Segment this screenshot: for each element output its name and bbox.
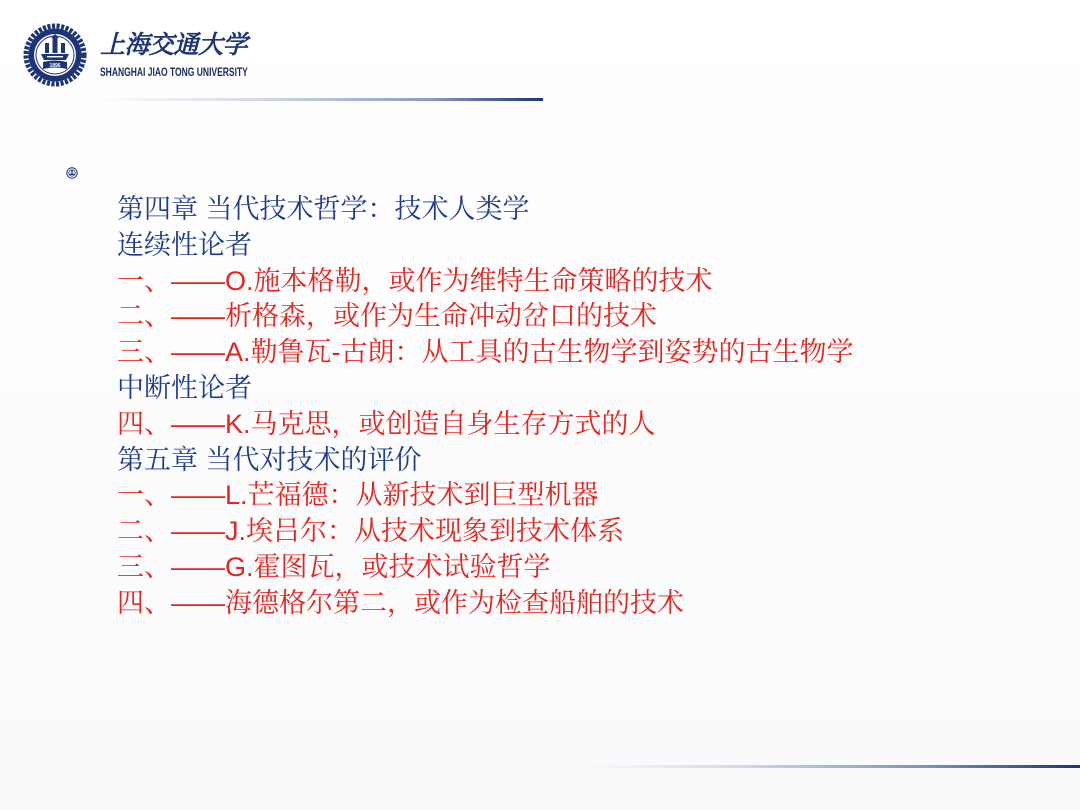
emblem-bullet-icon	[66, 167, 78, 179]
chapter-4-title: 第四章 当代技术哲学：技术人类学	[117, 194, 530, 224]
item-hottois: 三、——G.霍图瓦，或技术试验哲学	[117, 551, 551, 582]
item-marx: 四、——K.马克思，或创造自身生存方式的人	[117, 408, 656, 439]
footer-divider	[585, 765, 1080, 768]
university-name-chinese: 上海交通大学	[100, 30, 248, 59]
outline-list	[117, 192, 854, 622]
chapter-5-title: 第五章 当代对技术的评价	[117, 444, 422, 475]
item-heidegger: 四、——海德格尔第二，或作为检查船舶的技术	[117, 587, 684, 618]
header-divider	[90, 98, 543, 101]
item-leroi-gourhan: 三、——A.勒鲁瓦-古朗：从工具的古生物学到姿势的古生物学	[117, 337, 854, 368]
item-bergson: 二、——析格森，或作为生命冲动岔口的技术	[117, 301, 657, 332]
item-spengler: 一、——O.施本格勒，或作为维特生命策略的技术	[117, 265, 713, 296]
sjtu-emblem-icon	[23, 23, 87, 87]
emblem-year: 1896	[49, 63, 61, 70]
discontinuity-theorists-subheading: 中断性论者	[117, 372, 252, 403]
university-name-english: SHANGHAI JIAO TONG UNIVERSITY	[100, 67, 248, 79]
item-ellul: 二、——J.埃吕尔：从技术现象到技术体系	[117, 516, 625, 547]
continuity-theorists-subheading: 连续性论者	[117, 229, 252, 260]
item-mumford: 一、——L.芒福德：从新技术到巨型机器	[117, 480, 599, 511]
